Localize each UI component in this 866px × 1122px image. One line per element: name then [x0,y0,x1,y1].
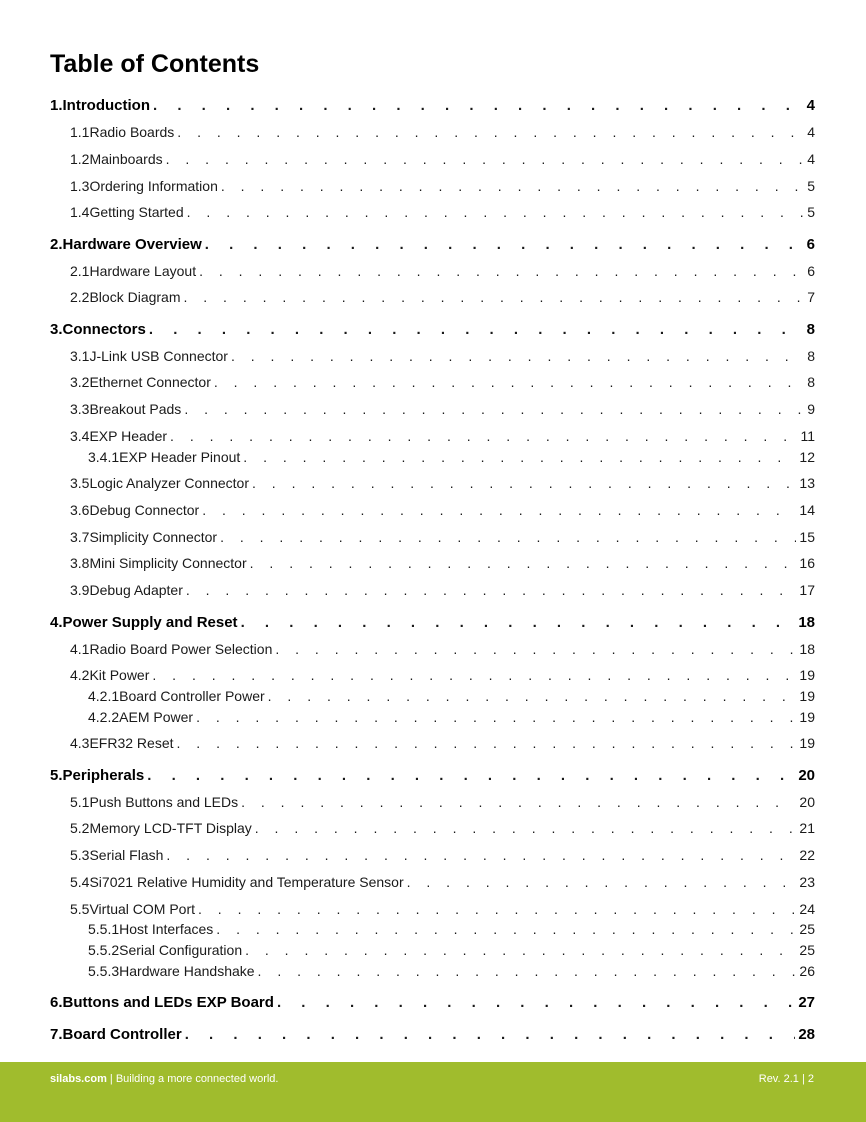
toc-entry-memory-lcd-tft-display[interactable] [70,820,815,840]
toc-page: 25 [799,942,815,958]
toc-number: 5.2 [70,820,90,836]
toc-number: 4.3 [70,735,90,751]
toc-leader [277,994,795,1011]
toc-leader [177,735,797,751]
page-title: Table of Contents [50,50,260,78]
toc-title: Hardware Handshake [119,963,255,979]
toc-leader [216,921,796,937]
toc-leader [255,820,797,836]
toc-number: 3.8 [70,555,90,571]
toc-entry-radio-board-power-selection[interactable] [70,641,815,661]
toc-number: 2.1 [70,263,90,279]
toc-leader [153,97,804,114]
toc-leader [166,847,796,863]
toc-entry-exp-header[interactable] [70,428,815,448]
toc-page: 17 [799,582,815,598]
toc-page: 5 [807,178,815,194]
toc-leader [187,204,805,220]
toc-leader [407,874,797,890]
toc-entry-exp-header-pinout[interactable] [88,449,815,469]
toc-number: 4.2.2 [88,709,120,725]
toc-number: 5.5 [70,901,90,917]
toc-page: 13 [799,475,815,491]
toc-page: 25 [799,921,815,937]
toc-page: 14 [799,502,815,518]
toc-page: 8 [807,348,815,364]
toc-entry-efr32-reset[interactable] [70,735,815,755]
toc-entry-board-controller-power[interactable] [88,688,815,708]
toc-leader [149,321,804,338]
toc-page: 26 [799,963,815,979]
toc-title: Serial Configuration [119,942,243,958]
toc-number: 3.1 [70,348,90,364]
toc-entry-ordering-information[interactable] [70,178,815,198]
footer-revision: Rev. 2.1 | 2 [758,1073,814,1085]
toc-page: 19 [799,735,815,751]
toc-number: 5.5.2 [88,942,120,958]
toc-entry-ethernet-connector[interactable] [70,374,815,394]
toc-number: 3.2 [70,374,90,390]
toc-entry-push-buttons-and-leds[interactable] [70,794,815,814]
footer-tagline-text: | Building a more connected world. [106,1073,279,1085]
toc-page: 23 [799,874,815,890]
toc-entry-peripherals[interactable] [50,767,815,787]
toc-entry-mini-simplicity-connector[interactable] [70,555,815,575]
footer-tagline [50,1073,278,1085]
toc-page: 11 [800,428,815,444]
toc-leader [185,1026,796,1043]
toc-title: Power Supply and Reset [62,614,238,631]
toc-leader [184,289,805,305]
toc-page: 15 [799,529,815,545]
toc-title: Getting Started [89,204,184,220]
toc-title: Virtual COM Port [89,901,196,917]
toc-title: Logic Analyzer Connector [89,475,250,491]
toc-number: 1. [50,97,63,114]
toc-number: 5.1 [70,794,90,810]
toc-title: Kit Power [89,667,150,683]
toc-number: 3.4.1 [88,449,120,465]
toc-page: 28 [798,1026,815,1043]
toc-number: 1.3 [70,178,90,194]
toc-title: Memory LCD-TFT Display [89,820,252,836]
toc-entry-kit-power[interactable] [70,667,815,687]
toc-page: 12 [799,449,815,465]
toc-title: Board Controller [62,1026,182,1043]
toc-entry-power-supply-and-reset[interactable] [50,614,815,634]
toc-page: 4 [807,151,815,167]
toc-number: 3.9 [70,582,90,598]
toc-page: 21 [799,820,815,836]
toc-title: Hardware Overview [62,236,202,253]
toc-page: 20 [798,767,815,784]
toc-leader [177,124,804,140]
toc-leader [170,428,797,444]
toc-page: 19 [799,709,815,725]
toc-leader [166,151,805,167]
toc-entry-serial-configuration[interactable] [88,942,815,962]
toc-title: Block Diagram [89,289,181,305]
toc-leader [199,263,804,279]
toc-number: 7. [50,1026,63,1043]
toc-leader [268,688,797,704]
toc-entry-hardware-overview[interactable] [50,236,815,256]
toc-title: J-Link USB Connector [89,348,228,364]
toc-title: Simplicity Connector [89,529,218,545]
toc-entry-debug-connector[interactable] [70,502,815,522]
toc-title: Ethernet Connector [89,374,211,390]
toc-number: 5.5.1 [88,921,120,937]
toc-title: Serial Flash [89,847,164,863]
toc-entry-serial-flash[interactable] [70,847,815,867]
toc-entry-virtual-com-port[interactable] [70,901,815,921]
toc-leader [198,901,796,917]
toc-title: Radio Board Power Selection [89,641,273,657]
toc-page: 5 [807,204,815,220]
toc-entry-simplicity-connector[interactable] [70,529,815,549]
toc-title: Push Buttons and LEDs [89,794,239,810]
toc-title: Peripherals [62,767,145,784]
toc-title: Breakout Pads [89,401,182,417]
toc-number: 4.1 [70,641,90,657]
toc-number: 3. [50,321,63,338]
toc-leader [241,794,796,810]
toc-leader [243,449,796,465]
toc-page: 6 [807,263,815,279]
toc-title: Debug Adapter [89,582,183,598]
toc-number: 1.4 [70,204,90,220]
toc-page: 27 [798,994,815,1011]
toc-page: 19 [799,667,815,683]
toc-number: 1.1 [70,124,90,140]
toc-title: Mini Simplicity Connector [89,555,247,571]
toc-entry-aem-power[interactable] [88,709,815,729]
toc-leader [241,614,796,631]
toc-title: Hardware Layout [89,263,197,279]
toc-entry-board-controller[interactable] [50,1026,815,1046]
toc-page: 8 [806,321,815,338]
toc-leader [258,963,797,979]
toc-leader [275,641,796,657]
toc-number: 3.4 [70,428,90,444]
toc-number: 4.2 [70,667,90,683]
footer-site-link[interactable]: silabs.com [50,1073,107,1085]
toc-number: 4.2.1 [88,688,120,704]
toc-leader [205,236,804,253]
toc-title: Connectors [62,321,146,338]
toc-title: Mainboards [89,151,163,167]
toc-leader [152,667,796,683]
toc-title: EXP Header [89,428,168,444]
toc-entry-buttons-and-leds-exp-board[interactable] [50,994,815,1014]
toc-number: 5. [50,767,63,784]
toc-page: 4 [807,124,815,140]
toc-number: 3.5 [70,475,90,491]
toc-page: 16 [799,555,815,571]
toc-title: EFR32 Reset [89,735,174,751]
toc-number: 6. [50,994,63,1011]
toc-leader [252,475,796,491]
toc-page: 7 [807,289,815,305]
toc-number: 2. [50,236,63,253]
toc-leader [221,178,804,194]
toc-number: 1.2 [70,151,90,167]
toc-leader [186,582,797,598]
toc-entry-radio-boards[interactable] [70,124,815,144]
toc-entry-breakout-pads[interactable] [70,401,815,421]
toc-title: Introduction [62,97,150,114]
toc-number: 5.3 [70,847,90,863]
toc-number: 4. [50,614,63,631]
toc-page: 18 [798,614,815,631]
toc-entry-hardware-handshake[interactable] [88,963,815,983]
toc-entry-hardware-layout[interactable] [70,263,815,283]
toc-entry-si7021-sensor[interactable] [70,874,815,894]
toc-title: EXP Header Pinout [119,449,241,465]
toc-title: Buttons and LEDs EXP Board [62,994,274,1011]
toc-entry-logic-analyzer-connector[interactable] [70,475,815,495]
toc-title: Radio Boards [89,124,175,140]
toc-title: AEM Power [119,709,194,725]
toc-page: 9 [807,401,815,417]
toc-leader [220,529,796,545]
page-footer [0,1062,866,1122]
toc-page: 8 [807,374,815,390]
toc-page: 20 [799,794,815,810]
toc-page: 24 [799,901,815,917]
toc-number: 3.6 [70,502,90,518]
toc-number: 5.4 [70,874,90,890]
toc-leader [231,348,804,364]
toc-leader [245,942,796,958]
toc-number: 3.7 [70,529,90,545]
toc-leader [214,374,804,390]
toc-page: 22 [799,847,815,863]
toc-title: Debug Connector [89,502,200,518]
toc-leader [147,767,795,784]
toc-leader [202,502,796,518]
toc-leader [250,555,797,571]
toc-entry-jlink-usb-connector[interactable] [70,348,815,368]
toc-title: Host Interfaces [119,921,214,937]
toc-entry-debug-adapter[interactable] [70,582,815,602]
toc-leader [184,401,804,417]
toc-title: Si7021 Relative Humidity and Temperature Sensor [89,874,404,890]
toc-number: 2.2 [70,289,90,305]
toc-leader [196,709,796,725]
toc-entry-block-diagram[interactable] [70,289,815,309]
toc-page: 4 [806,97,815,114]
toc-page: 19 [799,688,815,704]
toc-entry-connectors[interactable] [50,321,815,341]
toc-title: Board Controller Power [119,688,265,704]
toc-page: 6 [806,236,815,253]
toc-page: 18 [799,641,815,657]
toc-title: Ordering Information [89,178,218,194]
toc-entry-getting-started[interactable] [70,204,815,224]
toc-entry-host-interfaces[interactable] [88,921,815,941]
toc-entry-introduction[interactable] [50,97,815,117]
toc-entry-mainboards[interactable] [70,151,815,171]
toc-number: 3.3 [70,401,90,417]
toc-number: 5.5.3 [88,963,120,979]
